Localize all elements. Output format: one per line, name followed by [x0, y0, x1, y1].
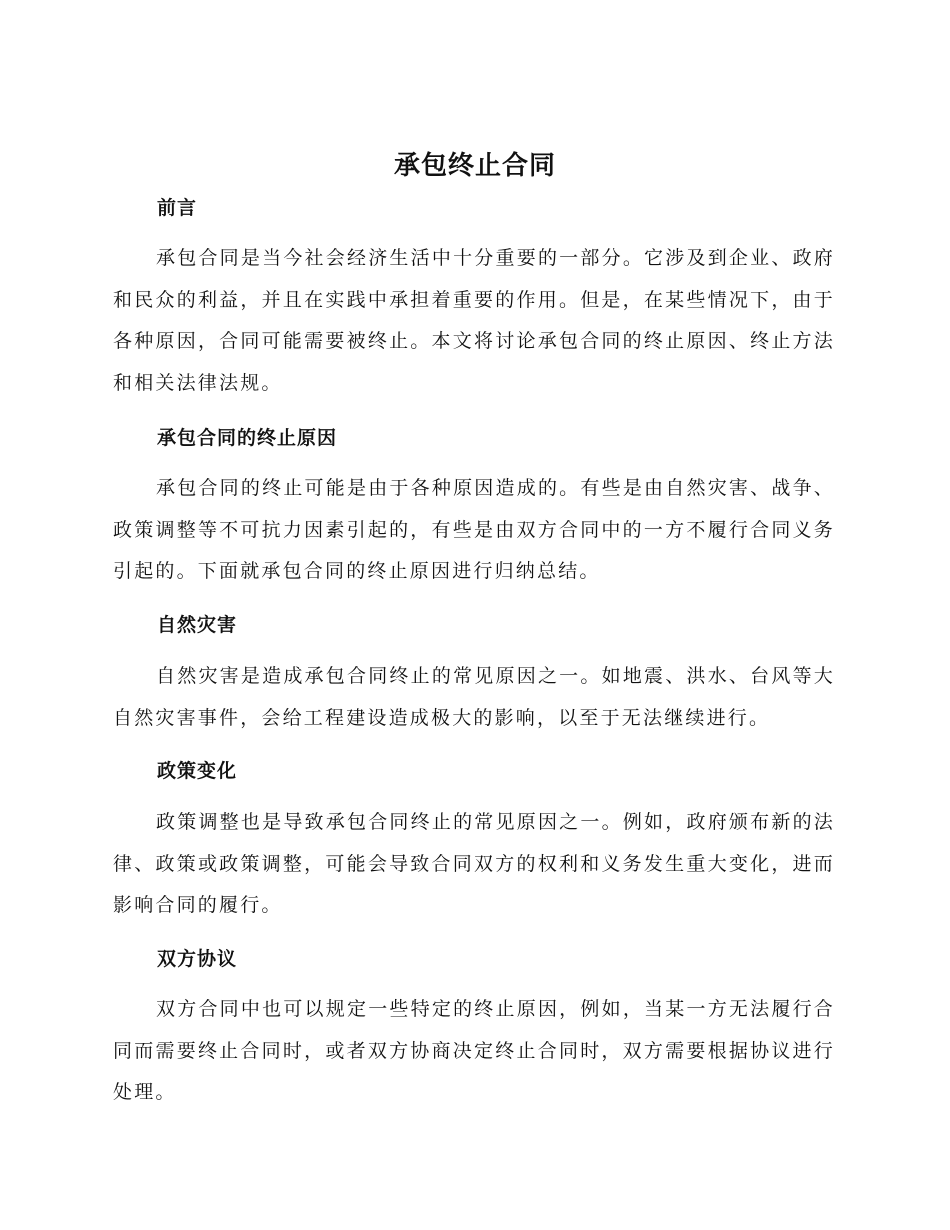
section-heading-preface: 前言 — [157, 197, 198, 219]
section-paragraph-mutual-agreement: 双方合同中也可以规定一些特定的终止原因，例如，当某一方无法履行合同而需要终止合同时，或者双方协商决定终止合同时，双方需要根据协议进行处理。 — [113, 998, 835, 1103]
section-paragraph-preface: 承包合同是当今社会经济生活中十分重要的一部分。它涉及到企业、政府和民众的利益，并且在实践中承担着重要的作用。但是，在某些情况下，由于各种原因，合同可能需要被终止。本文将讨论承包合同的终止原因、终止方法和相关法律法规。 — [113, 247, 835, 394]
section-paragraph-natural-disaster: 自然灾害是造成承包合同终止的常见原因之一。如地震、洪水、台风等大自然灾害事件，会给工程建设造成极大的影响，以至于无法继续进行。 — [113, 665, 835, 729]
section-heading-policy-change: 政策变化 — [157, 760, 238, 782]
section-heading-mutual-agreement: 双方协议 — [157, 948, 238, 970]
section-heading-natural-disaster: 自然灾害 — [157, 614, 238, 636]
document-title: 承包终止合同 — [393, 151, 556, 181]
section-heading-termination-reasons: 承包合同的终止原因 — [157, 427, 338, 449]
section-paragraph-termination-reasons: 承包合同的终止可能是由于各种原因造成的。有些是由自然灾害、战争、政策调整等不可抗力因素引起的，有些是由双方合同中的一方不履行合同义务引起的。下面就承包合同的终止原因进行归纳总结。 — [113, 477, 835, 582]
section-paragraph-policy-change: 政策调整也是导致承包合同终止的常见原因之一。例如，政府颁布新的法律、政策或政策调整，可能会导致合同双方的权利和义务发生重大变化，进而影响合同的履行。 — [113, 811, 835, 916]
